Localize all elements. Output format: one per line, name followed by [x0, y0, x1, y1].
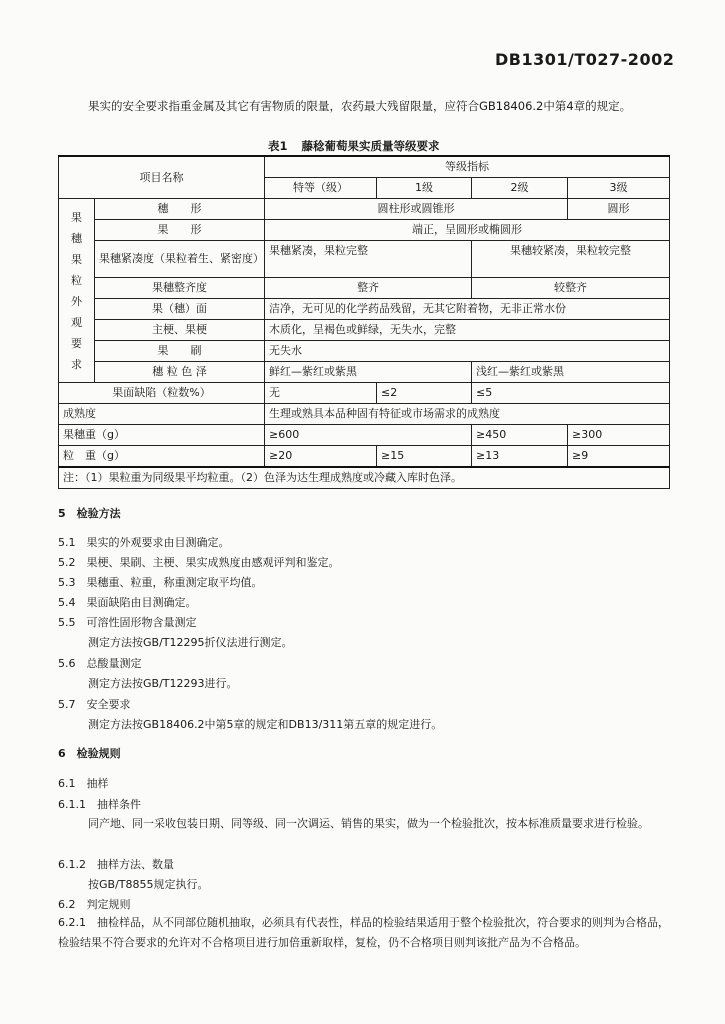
- cell-defects-b: ≤2: [377, 383, 472, 404]
- row-name-color: 穗 粒 色 泽: [95, 362, 265, 383]
- row-name-defects: 果面缺陷（粒数%）: [59, 383, 265, 404]
- clause-5-7: 5.7 安全要求: [58, 698, 131, 711]
- header-grade-special: 特等（级）: [265, 178, 377, 199]
- clause-5-2: 5.2 果梗、果刷、主梗、果实成熟度由感观评判和鉴定。: [58, 556, 340, 569]
- clause-5-3: 5.3 果穗重、粒重，称重测定取平均值。: [58, 576, 263, 589]
- row-name-cluster-shape: 穗 形: [95, 199, 265, 220]
- row-name-berry-shape: 果 形: [95, 220, 265, 241]
- cell-brush: 无失水: [265, 341, 670, 362]
- clause-6-1-2-text: 按GB/T8855规定执行。: [88, 878, 209, 891]
- row-name-brush: 果 刷: [95, 341, 265, 362]
- cell-compactness-b: 果穗较紧凑，果粒较完整: [472, 241, 670, 278]
- clause-6-1-2: 6.1.2 抽样方法、数量: [58, 858, 174, 871]
- cell-berry-weight-c: ≥13: [472, 446, 568, 468]
- cell-cluster-shape-b: 圆形: [568, 199, 670, 220]
- section-5-heading: 5 检验方法: [58, 507, 121, 520]
- table-caption: [268, 138, 440, 154]
- cell-compactness-a: 果穗紧凑，果粒完整: [265, 241, 472, 278]
- document-code: DB1301/T027-2002: [495, 50, 675, 69]
- table-title: 藤稔葡萄果实质量等级要求: [301, 139, 440, 153]
- cell-cluster-weight-a: ≥600: [265, 425, 472, 446]
- cell-maturity: 生理或熟具本品种固有特征或市场需求的成熟度: [265, 404, 670, 425]
- cell-berry-shape: 端正，呈圆形或椭圆形: [265, 220, 670, 241]
- cell-color-b: 浅红—紫红或紫黑: [472, 362, 670, 383]
- cell-color-a: 鲜红—紫红或紫黑: [265, 362, 472, 383]
- row-name-stems: 主梗、果梗: [95, 320, 265, 341]
- clause-6-1: 6.1 抽样: [58, 777, 109, 790]
- cell-cluster-weight-b: ≥450: [472, 425, 568, 446]
- header-grade-3: 3级: [568, 178, 670, 199]
- clause-5-7-text: 测定方法按GB18406.2中第5章的规定和DB13/311第五章的规定进行。: [88, 718, 443, 731]
- clause-5-6-text: 测定方法按GB/T12293进行。: [88, 677, 238, 690]
- row-name-berry-weight: 粒 重（g）: [59, 446, 265, 468]
- clause-6-2-1: 6.2.1 抽检样品，从不同部位随机抽取，必须具有代表性，样品的检验结果适用于整个检验批次，符合要求的则判为合格品，检验结果不符合要求的允许对不合格项目进行加倍重新取样，复检，仍不合格项目则判该批产品为不合格品。: [58, 916, 669, 949]
- cell-berry-weight-b: ≥15: [377, 446, 472, 468]
- table-note: 注：（1）果粒重为同级果平均粒重。（2）色泽为达生理成熟度或冷藏入库时色泽。: [59, 467, 670, 489]
- row-name-surface: 果（穗）面: [95, 299, 265, 320]
- clause-5-6: 5.6 总酸量测定: [58, 657, 142, 670]
- clause-5-5-text: 测定方法按GB/T12295折仪法进行测定。: [88, 636, 293, 649]
- section-6-heading: 6 检验规则: [58, 747, 121, 760]
- header-grade-index: 等级指标: [265, 156, 670, 178]
- header-item-name: 项目名称: [59, 156, 265, 199]
- side-label-appearance: 果 穗 果 粒 外 观 要 求: [59, 199, 95, 383]
- table-number: 表1: [268, 139, 288, 153]
- cell-uniformity-b: 较整齐: [472, 278, 670, 299]
- clause-5-4: 5.4 果面缺陷由目测确定。: [58, 596, 197, 609]
- row-name-compactness: 果穗紧凑度（果粒着生、紧密度）: [95, 241, 265, 278]
- cell-defects-c: ≤5: [472, 383, 670, 404]
- row-name-maturity: 成熟度: [59, 404, 265, 425]
- cell-stems: 木质化，呈褐色或鲜绿，无失水，完整: [265, 320, 670, 341]
- clause-6-1-1: 6.1.1 抽样条件: [58, 798, 141, 811]
- header-grade-1: 1级: [377, 178, 472, 199]
- cell-uniformity-a: 整齐: [265, 278, 472, 299]
- clause-6-1-1-text: 同产地、同一采收包装日期、同等级、同一次调运、销售的果实，做为一个检验批次，按本标准质量要求进行检验。: [88, 817, 649, 830]
- row-name-uniformity: 果穗整齐度: [95, 278, 265, 299]
- row-name-cluster-weight: 果穗重（g）: [59, 425, 265, 446]
- cell-defects-a: 无: [265, 383, 377, 404]
- cell-berry-weight-d: ≥9: [568, 446, 670, 468]
- header-grade-2: 2级: [472, 178, 568, 199]
- intro-paragraph: 果实的安全要求指重金属及其它有害物质的限量，农药最大残留限量，应符合GB18406.2中第4章的规定。: [88, 99, 632, 113]
- clause-5-1: 5.1 果实的外观要求由目测确定。: [58, 536, 230, 549]
- cell-surface: 洁净，无可见的化学药品残留，无其它附着物，无非正常水份: [265, 299, 670, 320]
- cell-cluster-weight-c: ≥300: [568, 425, 670, 446]
- cell-cluster-shape-a: 圆柱形或圆锥形: [265, 199, 568, 220]
- clause-5-5: 5.5 可溶性固形物含量测定: [58, 616, 197, 629]
- cell-berry-weight-a: ≥20: [265, 446, 377, 468]
- grade-requirements-table: [58, 155, 670, 489]
- clause-6-2: 6.2 判定规则: [58, 898, 131, 911]
